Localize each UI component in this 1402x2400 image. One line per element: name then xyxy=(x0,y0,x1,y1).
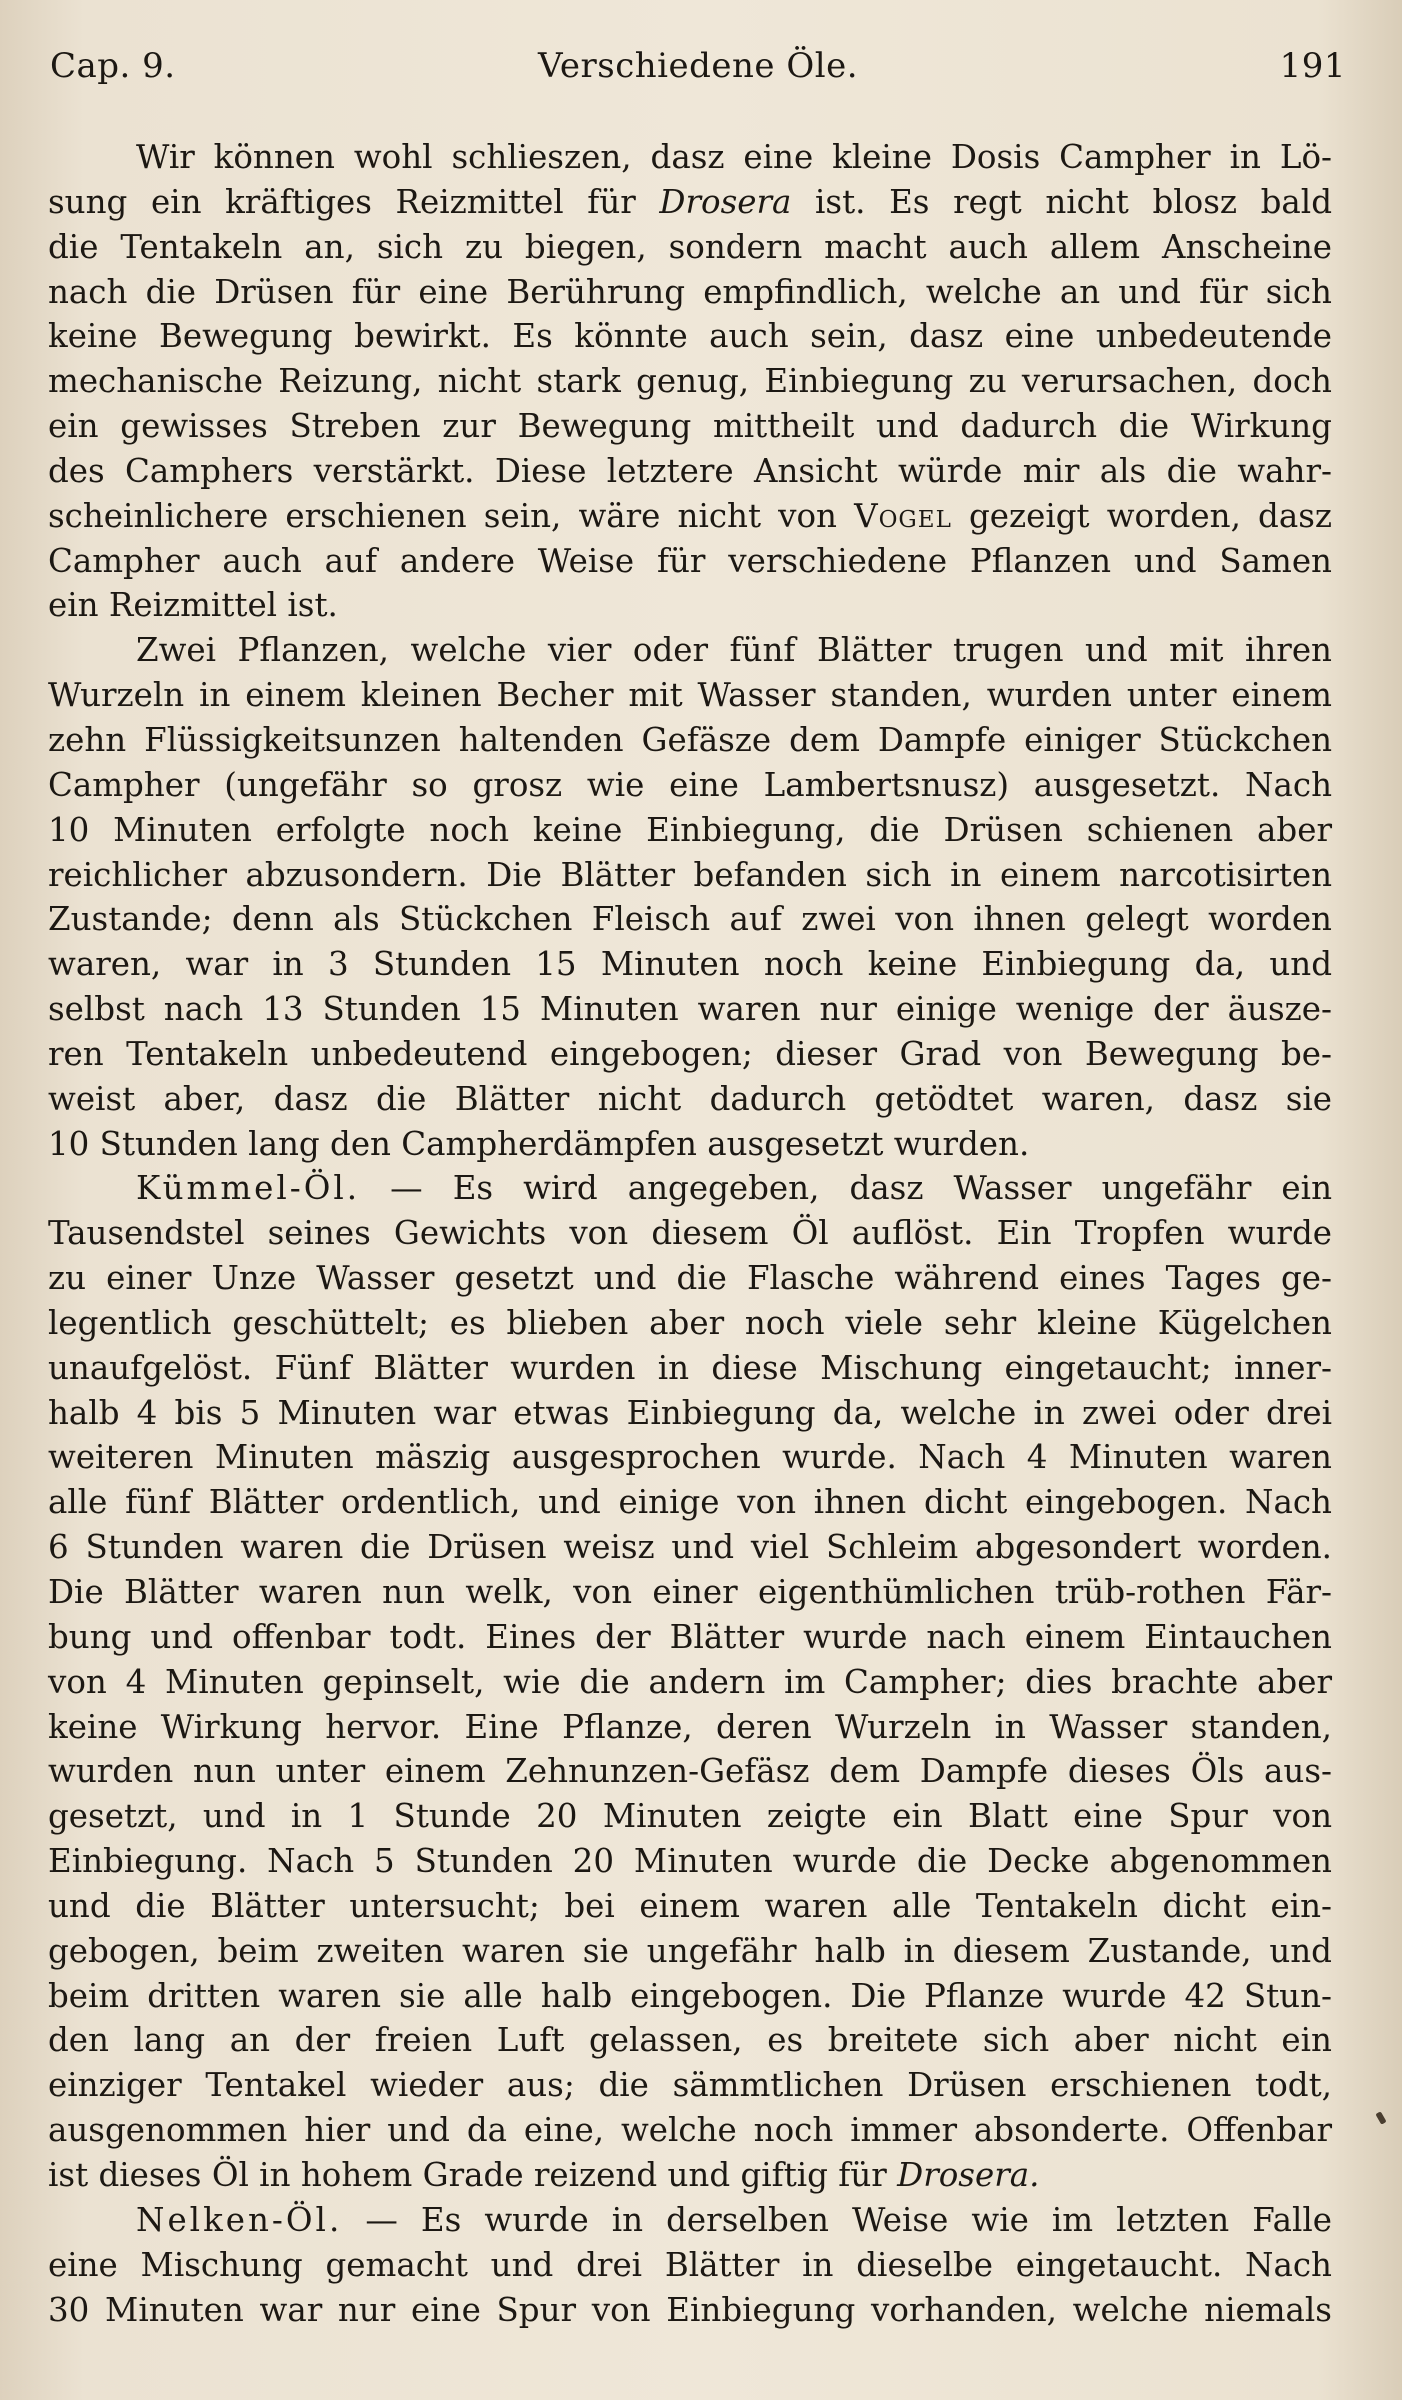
text-line: ren Tentakeln unbedeutend eingebogen; dieser Grad von Bewegung be- xyxy=(48,1034,1332,1073)
text-line: von 4 Minuten gepinselt, wie die andern im Campher; dies brachte aber xyxy=(48,1662,1332,1701)
text-line: Tausendstel seines Gewichts von diesem Öl auflöst. Ein Tropfen wurde xyxy=(48,1214,1332,1253)
text-line: des Camphers verstärkt. Diese letztere Ansicht würde mir als die wahr- xyxy=(48,451,1332,490)
text-line: den lang an der freien Luft gelassen, es breitete sich aber nicht ein xyxy=(48,2021,1332,2060)
text-line: 6 Stunden waren die Drüsen weisz und viel Schleim abgesondert worden. xyxy=(48,1528,1332,1567)
text-line: bung und offenbar todt. Eines der Blätter wurde nach einem Eintauchen xyxy=(48,1617,1332,1656)
text-line: und die Blätter untersucht; bei einem waren alle Tentakeln dicht ein- xyxy=(48,1886,1332,1925)
section-title: Verschiedene Öle. xyxy=(537,46,859,86)
chapter-label: Cap. 9. xyxy=(50,46,176,86)
page-number: 191 xyxy=(1279,46,1346,86)
text-line: Einbiegung. Nach 5 Stunden 20 Minuten wurde die Decke abgenommen xyxy=(48,1842,1332,1881)
italic-term: Drosera. xyxy=(897,2155,1040,2194)
text-line: legentlich geschüttelt; es blieben aber noch viele sehr kleine Kügelchen xyxy=(48,1303,1332,1342)
text-line: ein Reizmittel ist. xyxy=(48,586,338,625)
text-line: einziger Tentakel wieder aus; die sämmtlichen Drüsen erschienen todt, xyxy=(48,2066,1332,2105)
text-line: gesetzt, und in 1 Stunde 20 Minuten zeigte ein Blatt eine Spur von xyxy=(48,1797,1332,1836)
text-line: waren, war in 3 Stunden 15 Minuten noch keine Einbiegung da, und xyxy=(48,945,1332,984)
text-line: reichlicher abzusondern. Die Blätter befanden sich in einem narcotisirten xyxy=(48,855,1332,894)
text-line xyxy=(48,2153,1332,2198)
text-line: zehn Flüssigkeitsunzen haltenden Gefäsze dem Dampfe einiger Stückchen xyxy=(48,720,1332,759)
text-line: Wir können wohl schlieszen, dasz eine kleine Dosis Campher in Lö- xyxy=(136,138,1332,176)
text-line: Zustande; denn als Stückchen Fleisch auf zwei von ihnen gelegt worden xyxy=(48,900,1332,939)
text-line: nach die Drüsen für eine Berührung empfindlich, welche an und für sich xyxy=(48,272,1332,311)
text-line xyxy=(48,2198,1332,2243)
text-line: die Tentakeln an, sich zu biegen, sondern macht auch allem Anscheine xyxy=(48,227,1332,266)
running-head xyxy=(50,42,1346,90)
text-line: Die Blätter waren nun welk, von einer eigenthümlichen trüb-rothen Fär- xyxy=(48,1573,1332,1611)
text-run: sung ein kräftiges Reizmittel für xyxy=(48,182,660,221)
text-line: Zwei Pflanzen, welche vier oder fünf Blätter trugen und mit ihren xyxy=(136,631,1332,670)
text-line: 10 Stunden lang den Campherdämpfen ausgesetzt wurden. xyxy=(48,1124,1030,1163)
text-line: mechanische Reizung, nicht stark genug, Einbiegung zu verursachen, doch xyxy=(48,362,1332,401)
text-run: ist. Es regt nicht blosz bald xyxy=(791,182,1333,221)
text-line: eine Mischung gemacht und drei Blätter in dieselbe eingetaucht. Nach xyxy=(48,2245,1332,2284)
text-line: Campher (ungefähr so grosz wie eine Lambertsnusz) ausgesetzt. Nach xyxy=(48,765,1332,804)
italic-term: Drosera xyxy=(659,182,792,221)
text-line: 30 Minuten war nur eine Spur von Einbiegung vorhanden, welche niemals xyxy=(48,2290,1332,2329)
text-line: Campher auch auf andere Weise für verschiedene Pflanzen und Samen xyxy=(48,541,1332,580)
text-run: — Es wurde in derselben Weise wie im letzten Falle xyxy=(342,2200,1332,2239)
section-heading: Nelken-Öl. xyxy=(136,2200,343,2239)
text-line xyxy=(48,494,1332,539)
text-run: gezeigt worden, dasz xyxy=(951,496,1332,535)
body-text xyxy=(48,135,1332,2332)
text-line: 10 Minuten erfolgte noch keine Einbiegung, die Drüsen schienen aber xyxy=(48,810,1332,849)
text-run: ist dieses Öl in hohem Grade reizend und giftig für xyxy=(48,2155,898,2194)
text-line: keine Bewegung bewirkt. Es könnte auch sein, dasz eine unbedeutende xyxy=(48,317,1332,356)
text-line: weiteren Minuten mäszig ausgesprochen wurde. Nach 4 Minuten waren xyxy=(48,1438,1332,1477)
text-line: ein gewisses Streben zur Bewegung mittheilt und dadurch die Wirkung xyxy=(48,407,1332,446)
text-line: wurden nun unter einem Zehnunzen-Gefäsz dem Dampfe dieses Öls aus- xyxy=(48,1752,1332,1791)
text-line: zu einer Unze Wasser gesetzt und die Flasche während eines Tages ge- xyxy=(48,1259,1332,1298)
text-line: selbst nach 13 Stunden 15 Minuten waren nur einige wenige der äusze- xyxy=(48,990,1332,1029)
text-line: keine Wirkung hervor. Eine Pflanze, deren Wurzeln in Wasser standen, xyxy=(48,1707,1332,1746)
text-run: — Es wird angegeben, dasz Wasser ungefähr ein xyxy=(360,1169,1332,1208)
text-line: weist aber, dasz die Blätter nicht dadurch getödtet waren, dasz sie xyxy=(48,1079,1332,1118)
section-heading: Kümmel-Öl. xyxy=(136,1169,361,1208)
text-run: scheinlichere erschienen sein, wäre nicht von xyxy=(48,496,855,535)
text-line: Wurzeln in einem kleinen Becher mit Wasser standen, wurden unter einem xyxy=(48,676,1332,715)
text-line: halb 4 bis 5 Minuten war etwas Einbiegung da, welche in zwei oder drei xyxy=(48,1393,1332,1432)
text-line: unaufgelöst. Fünf Blätter wurden in diese Mischung eingetaucht; inner- xyxy=(48,1348,1332,1387)
text-line xyxy=(48,1166,1332,1211)
text-line: gebogen, beim zweiten waren sie ungefähr halb in diesem Zustande, und xyxy=(48,1931,1332,1970)
text-line: beim dritten waren sie alle halb eingebogen. Die Pflanze wurde 42 Stun- xyxy=(48,1976,1332,2015)
ink-speck xyxy=(1375,2111,1386,2124)
author-name: Vogel xyxy=(854,496,952,535)
text-line xyxy=(48,180,1332,225)
text-line: alle fünf Blätter ordentlich, und einige von ihnen dicht eingebogen. Nach xyxy=(48,1483,1332,1522)
text-line: ausgenommen hier und da eine, welche noch immer absonderte. Offenbar xyxy=(48,2111,1332,2150)
